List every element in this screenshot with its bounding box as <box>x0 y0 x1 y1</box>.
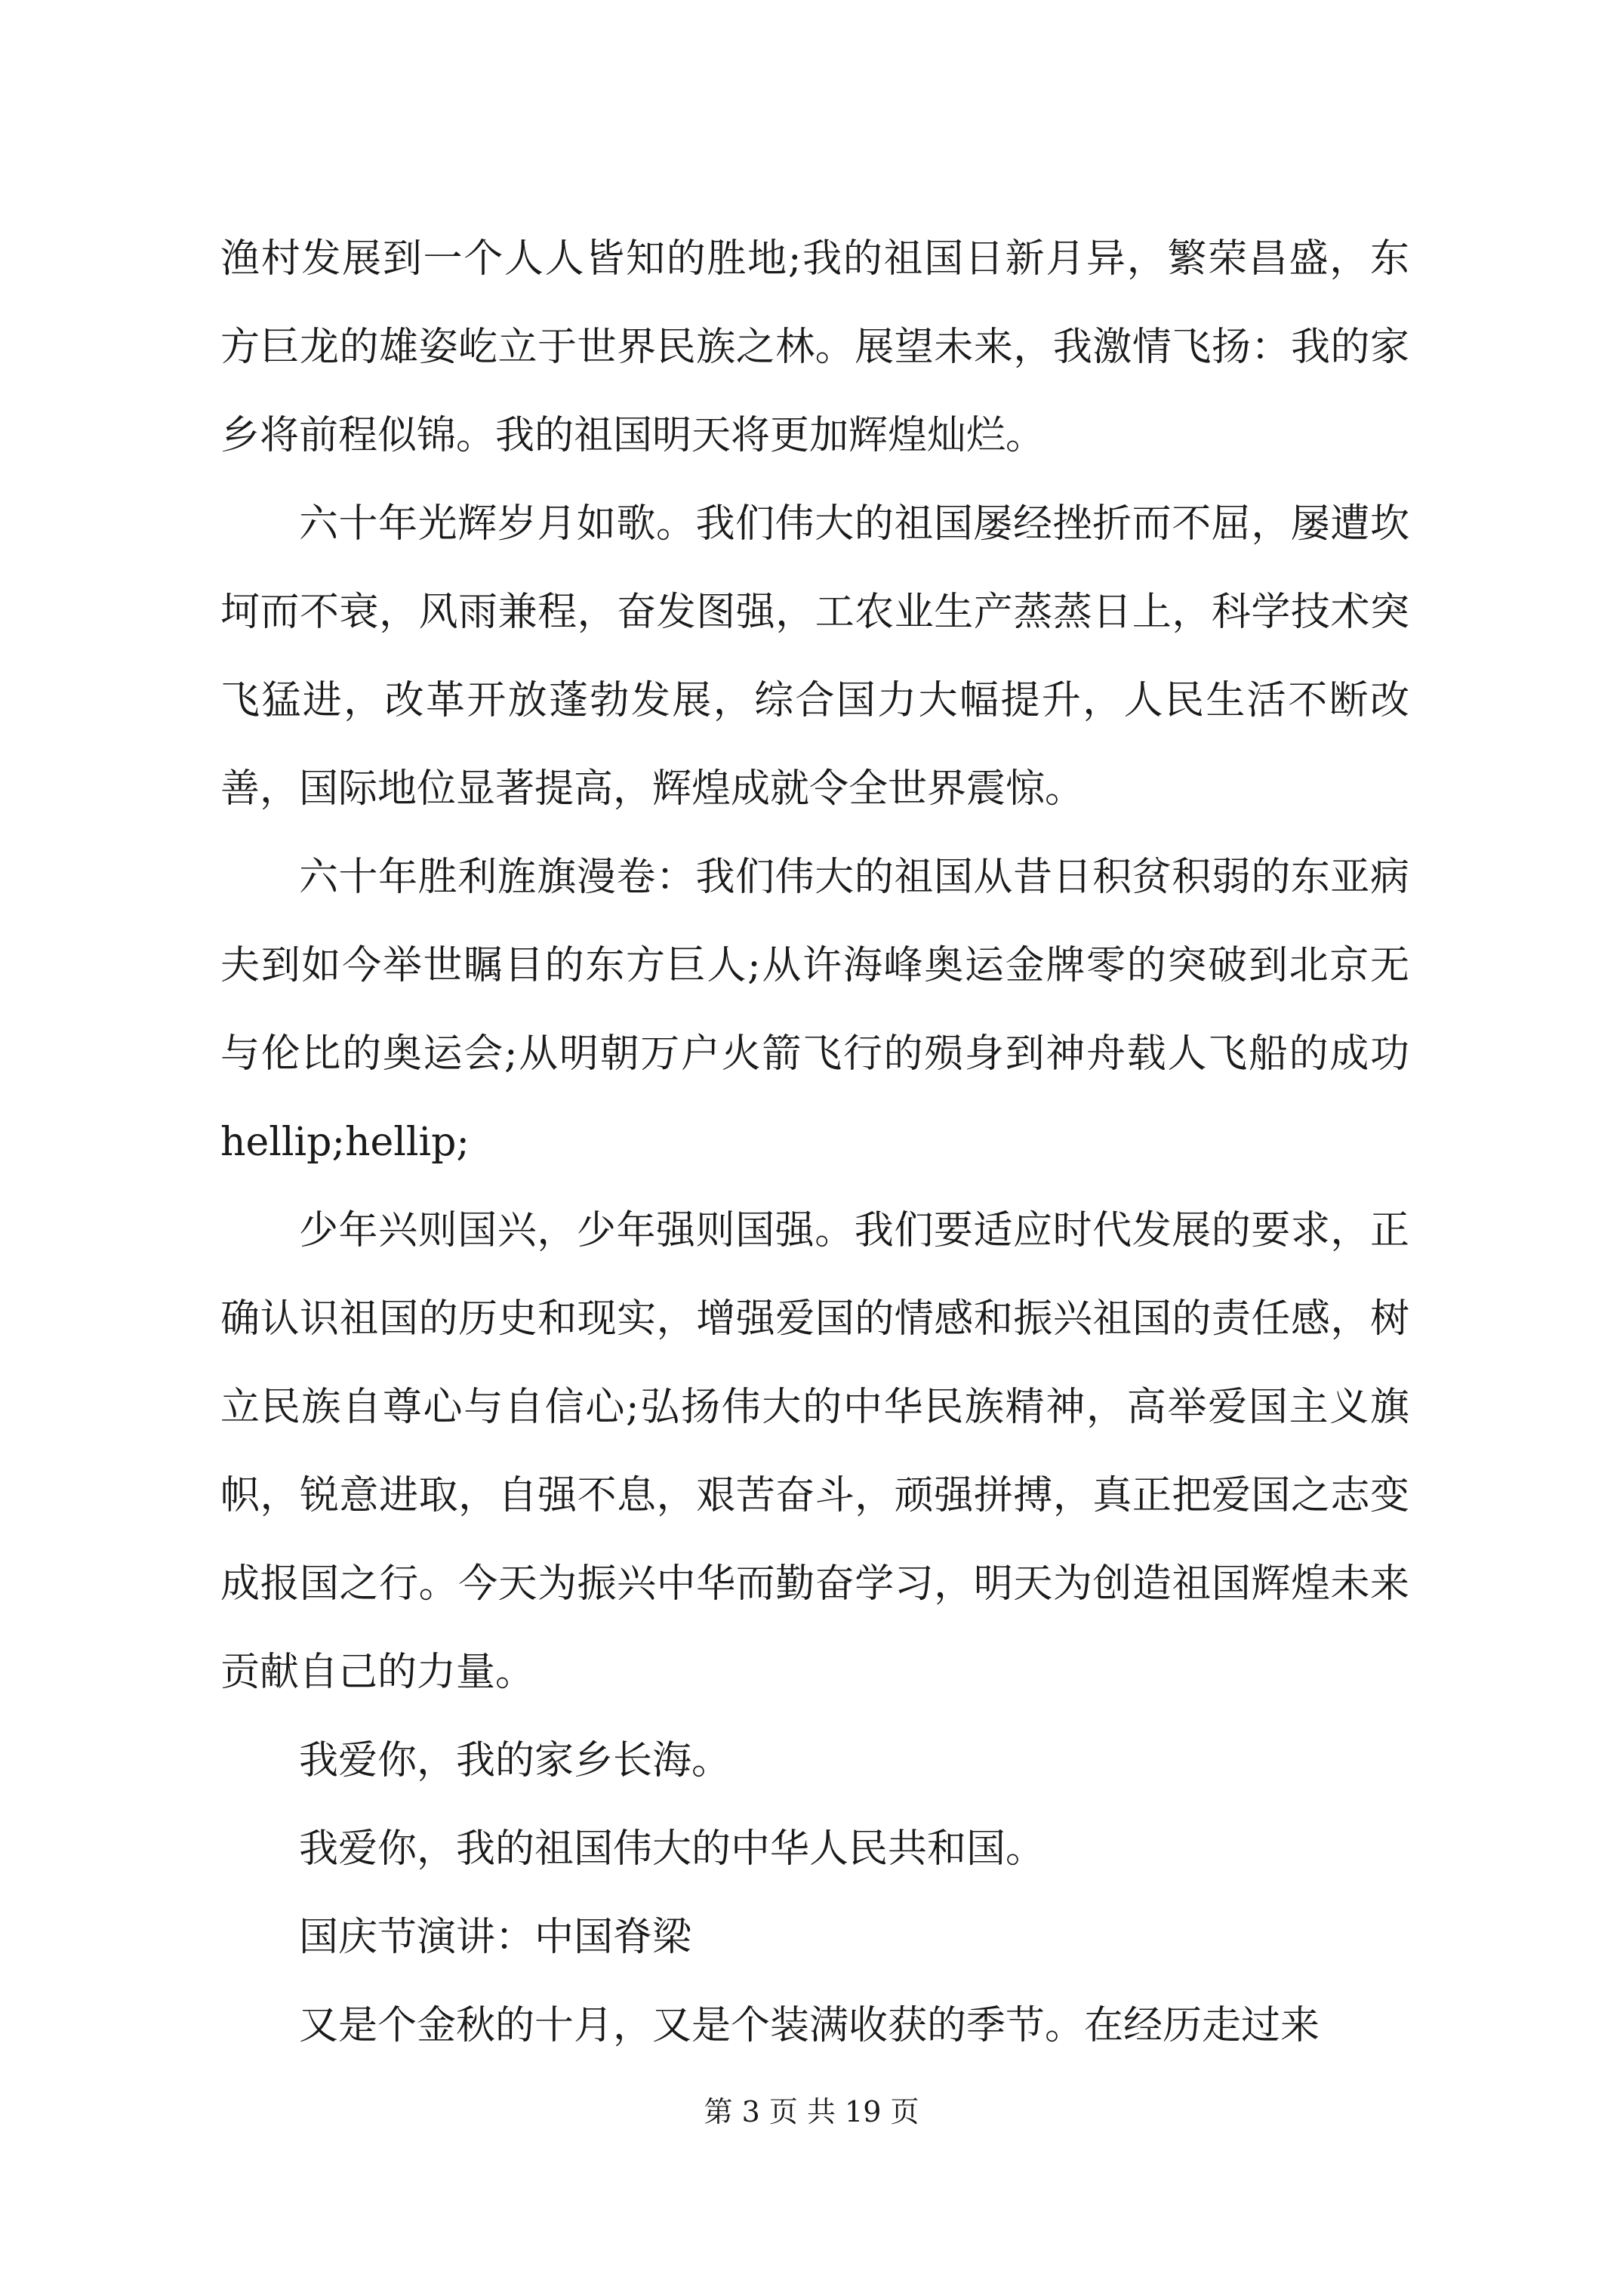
paragraph-continuation: 渔村发展到一个人人皆知的胜地;我的祖国日新月异，繁荣昌盛，东方巨龙的雄姿屹立于世界民族之林。展望未来，我激情飞扬：我的家乡将前程似锦。我的祖国明天将更加辉煌灿烂。 <box>220 236 1409 458</box>
body-text <box>220 215 1409 2070</box>
paragraph-love-motherland: 我爱你，我的祖国伟大的中华人民共和国。 <box>299 1826 1046 1872</box>
page-footer: 第 3 页 共 19 页 <box>704 2095 919 2128</box>
paragraph-glorious-years: 六十年光辉岁月如歌。我们伟大的祖国屡经挫折而不屈，屡遭坎坷而不衰，风雨兼程，奋发图强，工农业生产蒸蒸日上，科学技术突飞猛进，改革开放蓬勃发展，综合国力大幅提升，人民生活不断改善，国际地位显著提高，辉煌成就令全世界震惊。 <box>220 501 1409 812</box>
paragraph-youth: 少年兴则国兴，少年强则国强。我们要适应时代发展的要求，正确认识祖国的历史和现实，增强爱国的情感和振兴祖国的责任感，树立民族自尊心与自信心;弘扬伟大的中华民族精神，高举爱国主义旗帜，锐意进取，自强不息，艰苦奋斗，顽强拼搏，真正把爱国之志变成报国之行。今天为振兴中华而勤奋学习，明天为创造祖国辉煌未来贡献自己的力量。 <box>220 1208 1409 1695</box>
section-heading: 国庆节演讲：中国脊梁 <box>299 1915 692 1960</box>
paragraph-love-hometown: 我爱你，我的家乡长海。 <box>299 1738 731 1783</box>
paragraph-golden-autumn: 又是个金秋的十月，又是个装满收获的季节。在经历走过来 <box>299 2003 1320 2048</box>
paragraph-victory-banners: 六十年胜利旌旗漫卷：我们伟大的祖国从昔日积贫积弱的东亚病夫到如今举世瞩目的东方巨人;从许海峰奥运金牌零的突破到北京无与伦比的奥运会;从明朝万户火箭飞行的殒身到神舟载人飞船的成功 hellip;hellip; <box>220 855 1409 1165</box>
